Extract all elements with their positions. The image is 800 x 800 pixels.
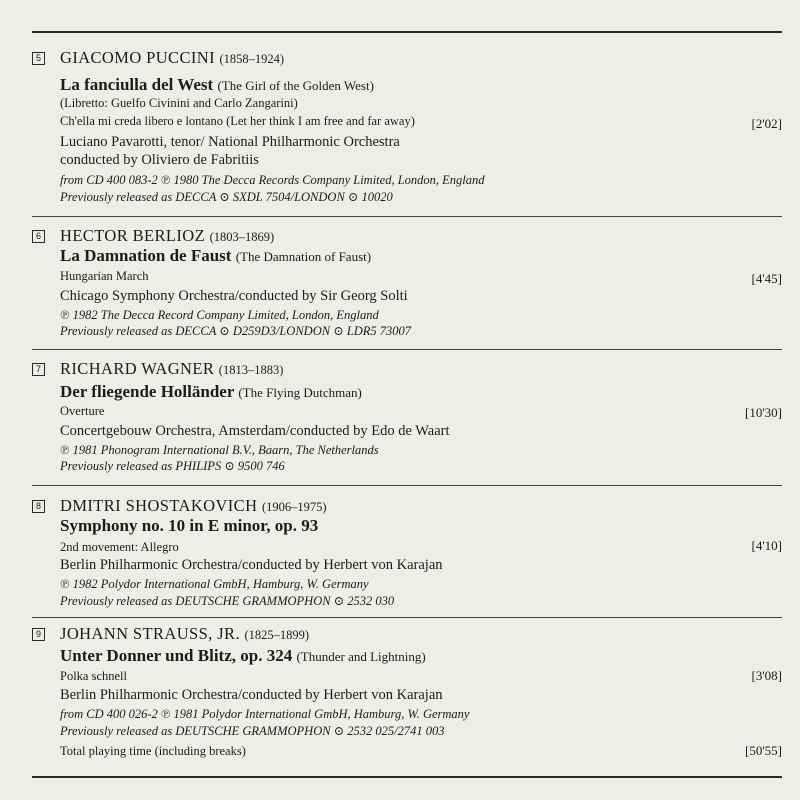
previous-release: Previously released as DEUTSCHE GRAMMOPHON ⊙ 2532 025/2741 003 [60, 724, 445, 738]
performers-line-1: Chicago Symphony Orchestra/conducted by Sir Georg Solti [60, 288, 408, 304]
composer-name: DMITRI SHOSTAKOVICH [60, 496, 258, 515]
track-number: 5 [32, 52, 45, 65]
track-duration: [3'08] [751, 668, 782, 683]
track-duration: [2'02] [751, 116, 782, 131]
track-number: 6 [32, 230, 45, 243]
bottom-rule [32, 776, 782, 778]
track-duration: [4'45] [751, 271, 782, 286]
performers-line-1: Berlin Philharmonic Orchestra/conducted by Herbert von Karajan [60, 687, 443, 703]
composer-years: (1906–1975) [261, 500, 327, 514]
composer-name: JOHANN STRAUSS, JR. [60, 624, 240, 643]
previous-release: Previously released as DECCA ⊙ D259D3/LONDON ⊙ LDR5 73007 [60, 324, 412, 338]
previous-release: Previously released as DEUTSCHE GRAMMOPHON ⊙ 2532 030 [60, 594, 395, 608]
track-duration: [4'10] [751, 538, 782, 553]
composer-years: (1858–1924) [219, 52, 285, 66]
composer-name: GIACOMO PUCCINI [60, 48, 215, 67]
top-rule [32, 31, 782, 33]
composer-years: (1813–1883) [218, 363, 284, 377]
performers-line-1: Luciano Pavarotti, tenor/ National Philharmonic Orchestra [60, 134, 400, 150]
total-playing-time: [50'55] [744, 743, 782, 758]
track-number: 8 [32, 500, 45, 513]
libretto-credit: (Libretto: Guelfo Civinini and Carlo Zangarini) [60, 96, 298, 110]
track-detail: Overture [60, 404, 105, 418]
composer-years: (1803–1869) [209, 230, 275, 244]
work-title: La Damnation de Faust [60, 246, 232, 265]
track-detail: Hungarian March [60, 269, 149, 283]
performers-line-1: Berlin Philharmonic Orchestra/conducted by Herbert von Karajan [60, 557, 443, 573]
source-credit: ℗ 1981 Phonogram International B.V., Baarn, The Netherlands [60, 443, 379, 457]
work-translation: (Thunder and Lightning) [296, 649, 426, 664]
section-divider [32, 485, 782, 486]
performers-line-1: Concertgebouw Orchestra, Amsterdam/conducted by Edo de Waart [60, 423, 450, 439]
previous-release: Previously released as DECCA ⊙ SXDL 7504/LONDON ⊙ 10020 [60, 190, 393, 204]
source-credit: from CD 400 083-2 ℗ 1980 The Decca Records Company Limited, London, England [60, 173, 485, 187]
composer-name: RICHARD WAGNER [60, 359, 215, 378]
track-detail: 2nd movement: Allegro [60, 540, 179, 554]
source-credit: ℗ 1982 The Decca Record Company Limited, London, England [60, 308, 379, 322]
track-number: 9 [32, 628, 45, 641]
source-credit: ℗ 1982 Polydor International GmbH, Hamburg, W. Germany [60, 577, 369, 591]
track-duration: [10'30] [744, 405, 782, 420]
previous-release: Previously released as PHILIPS ⊙ 9500 746 [60, 459, 285, 473]
composer-years: (1825–1899) [244, 628, 310, 642]
work-title: Symphony no. 10 in E minor, op. 93 [60, 516, 319, 535]
work-translation: (The Damnation of Faust) [235, 249, 372, 264]
work-title: Unter Donner und Blitz, op. 324 [60, 646, 293, 665]
section-divider [32, 216, 782, 217]
section-divider [32, 349, 782, 350]
work-translation: (The Girl of the Golden West) [217, 78, 374, 93]
track-detail: Polka schnell [60, 669, 128, 683]
performers-line-2: conducted by Oliviero de Fabritiis [60, 152, 259, 168]
source-credit: from CD 400 026-2 ℗ 1981 Polydor International GmbH, Hamburg, W. Germany [60, 707, 470, 721]
work-translation: (The Flying Dutchman) [238, 385, 362, 400]
composer-name: HECTOR BERLIOZ [60, 226, 206, 245]
track-detail: Ch'ella mi creda libero e lontano (Let her think I am free and far away) [60, 114, 415, 128]
track-number: 7 [32, 363, 45, 376]
section-divider [32, 617, 782, 618]
work-title: Der fliegende Holländer [60, 382, 235, 401]
work-title: La fanciulla del West [60, 75, 214, 94]
total-playing-time-label: Total playing time (including breaks) [60, 744, 246, 758]
